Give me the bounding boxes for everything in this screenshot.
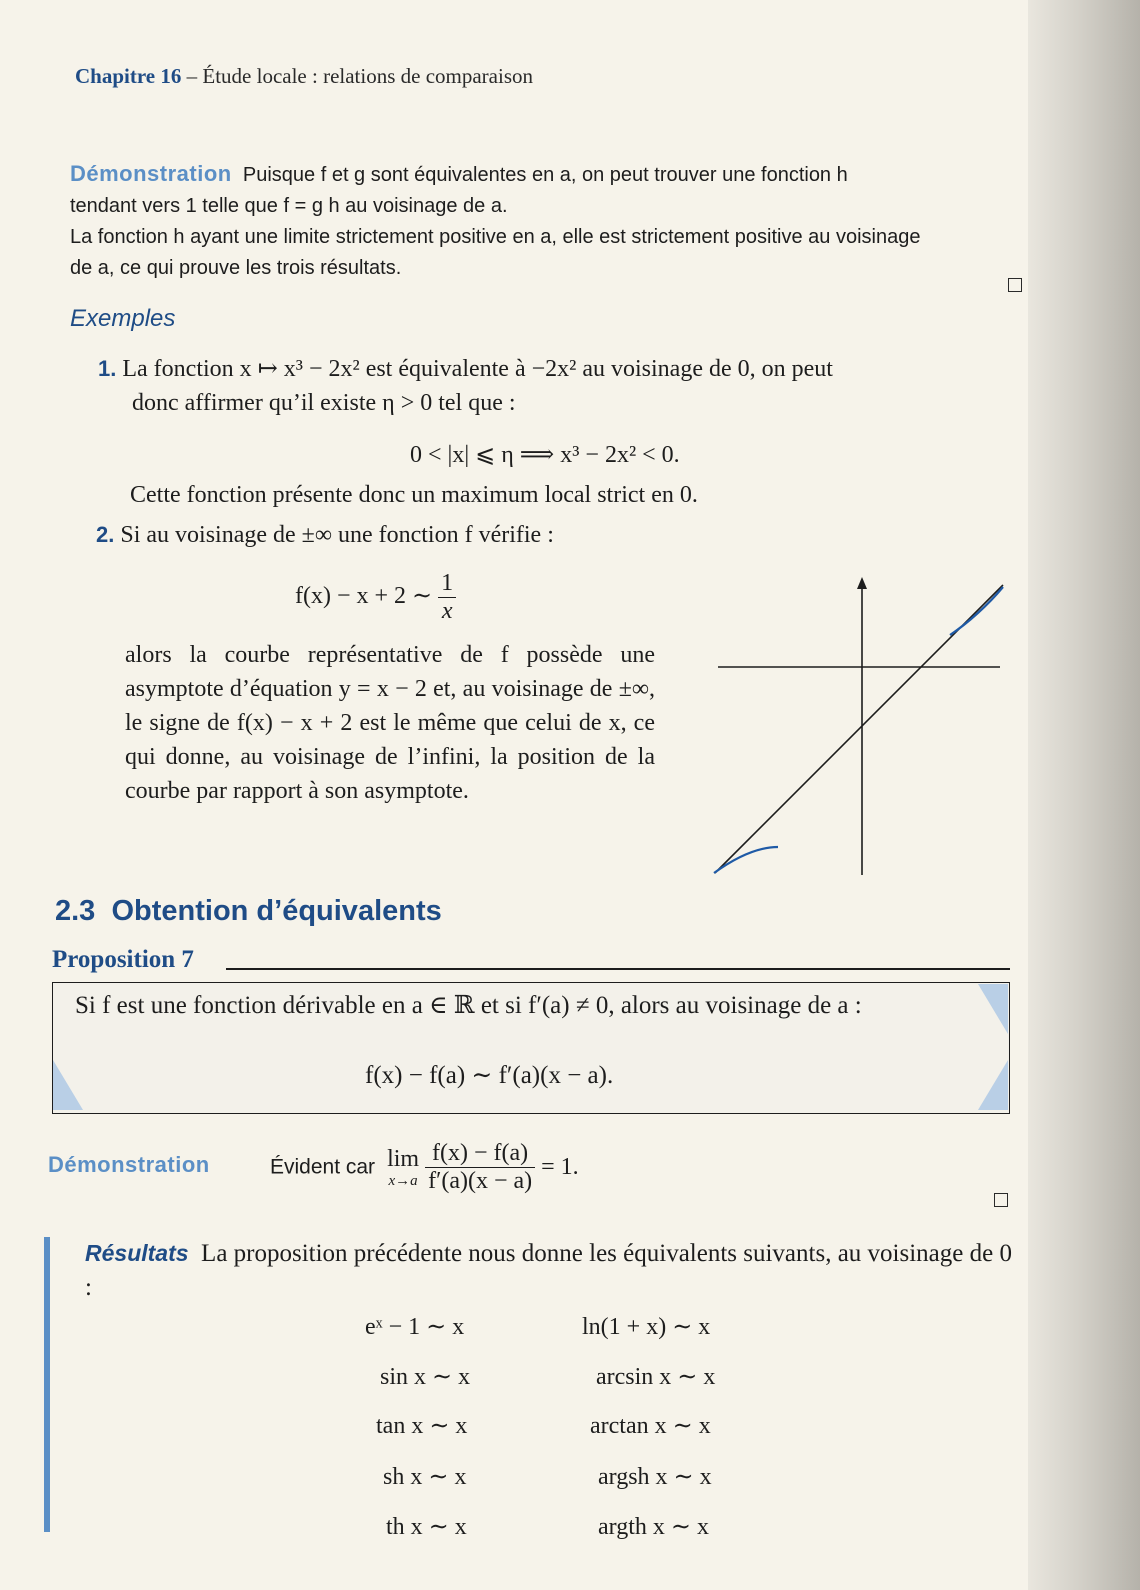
limit-denominator: f′(a)(x − a) [428, 1168, 533, 1194]
demonstration-2-text [270, 1140, 579, 1195]
limit-suffix: = 1. [541, 1154, 579, 1180]
equivalent-right: argsh x ∼ x [598, 1464, 712, 1490]
example-1 [98, 352, 1028, 420]
running-head [75, 64, 533, 89]
fraction-denominator: x [441, 598, 453, 624]
results-intro [85, 1236, 1015, 1305]
example-1-line-2: donc affirmer qu’il existe η > 0 tel que : [132, 390, 516, 416]
section-number: 2.3 [55, 895, 96, 927]
results-label: Résultats [85, 1240, 189, 1266]
formula-left: f(x) − x + 2 ∼ [295, 583, 433, 610]
limit-numerator: f(x) − f(a) [425, 1140, 535, 1168]
example-2-paragraph: alors la courbe représentative de f possède une asymptote d’équation y = x − 2 et, au voisinage de ±∞, le signe de f(x) − x + 2 est le même que celui de x, ce qui donne, au voisinage de l’infini, la position de la courbe par rapport à son asymptote. [125, 642, 655, 804]
example-2-number: 2. [96, 522, 115, 547]
demo2-prefix: Évident car [270, 1155, 376, 1179]
equivalent-left: tan x ∼ x [376, 1413, 468, 1439]
asymptote-figure [700, 575, 1020, 885]
demonstration-block-1 [70, 158, 1035, 284]
box-corner-decoration [978, 1060, 1008, 1110]
chapter-title: – Étude locale : relations de comparaison [181, 64, 534, 88]
book-page-edge [1028, 0, 1140, 1590]
equivalent-left: sh x ∼ x [383, 1464, 467, 1490]
section-heading [55, 895, 442, 928]
demo1-line-3: La fonction h ayant une limite strictement positive en a, elle est strictement positive au voisinage [70, 226, 921, 248]
chapter-number: Chapitre 16 [75, 64, 182, 88]
equivalent-right: ln(1 + x) ∼ x [582, 1314, 711, 1340]
examples-heading: Exemples [70, 305, 176, 332]
example-2-intro [96, 522, 554, 549]
limit-fraction [425, 1140, 535, 1195]
curve-branch-left [714, 847, 778, 873]
demo1-line-2: tendant vers 1 telle que f = g h au voisinage de a. [70, 195, 508, 217]
example-2-line-1: Si au voisinage de ±∞ une fonction f vérifie : [120, 522, 554, 548]
equivalent-left: eˣ − 1 ∼ x [365, 1314, 465, 1340]
proposition-rule [226, 968, 1010, 970]
results-sidebar-bar [44, 1237, 50, 1532]
box-corner-decoration [53, 1060, 83, 1110]
example-1-line-1: La fonction x ↦ x³ − 2x² est équivalente à −2x² au voisinage de 0, on peut [122, 356, 833, 382]
equivalent-right: arctan x ∼ x [590, 1413, 711, 1439]
example-2-formula [295, 570, 456, 625]
y-axis-arrow [857, 577, 867, 589]
proposition-text: Si f est une fonction dérivable en a ∈ ℝ et si f′(a) ≠ 0, alors au voisinage de a : [75, 992, 862, 1019]
fraction [438, 570, 456, 625]
fraction-numerator: 1 [438, 570, 456, 598]
equivalent-right: argth x ∼ x [598, 1514, 709, 1540]
demo1-line-1: Puisque f et g sont équivalentes en a, on peut trouver une fonction h [242, 164, 848, 186]
section-title: Obtention d’équivalents [111, 895, 442, 927]
qed-square [1008, 278, 1022, 292]
example-1-number: 1. [98, 356, 117, 381]
limit-subscript: x→a [388, 1172, 418, 1189]
qed-square [994, 1193, 1008, 1207]
proposition-formula: f(x) − f(a) ∼ f′(a)(x − a). [365, 1062, 614, 1089]
results-intro-text: La proposition précédente nous donne les équivalents suivants, au voisinage de 0 : [85, 1240, 1012, 1301]
demonstration-label-2: Démonstration [48, 1152, 210, 1177]
limit-word: lim [387, 1145, 420, 1172]
equivalent-left: sin x ∼ x [380, 1364, 471, 1390]
demonstration-label: Démonstration [70, 161, 232, 186]
equivalent-left: th x ∼ x [386, 1514, 467, 1540]
limit [387, 1146, 419, 1190]
example-1-formula: 0 < |x| ⩽ η ⟹ x³ − 2x² < 0. [410, 442, 680, 468]
example-1-conclusion: Cette fonction présente donc un maximum local strict en 0. [130, 482, 698, 508]
equivalent-right: arcsin x ∼ x [596, 1364, 716, 1390]
demo1-line-4: de a, ce qui prouve les trois résultats. [70, 257, 402, 279]
proposition-title: Proposition 7 [52, 946, 194, 973]
